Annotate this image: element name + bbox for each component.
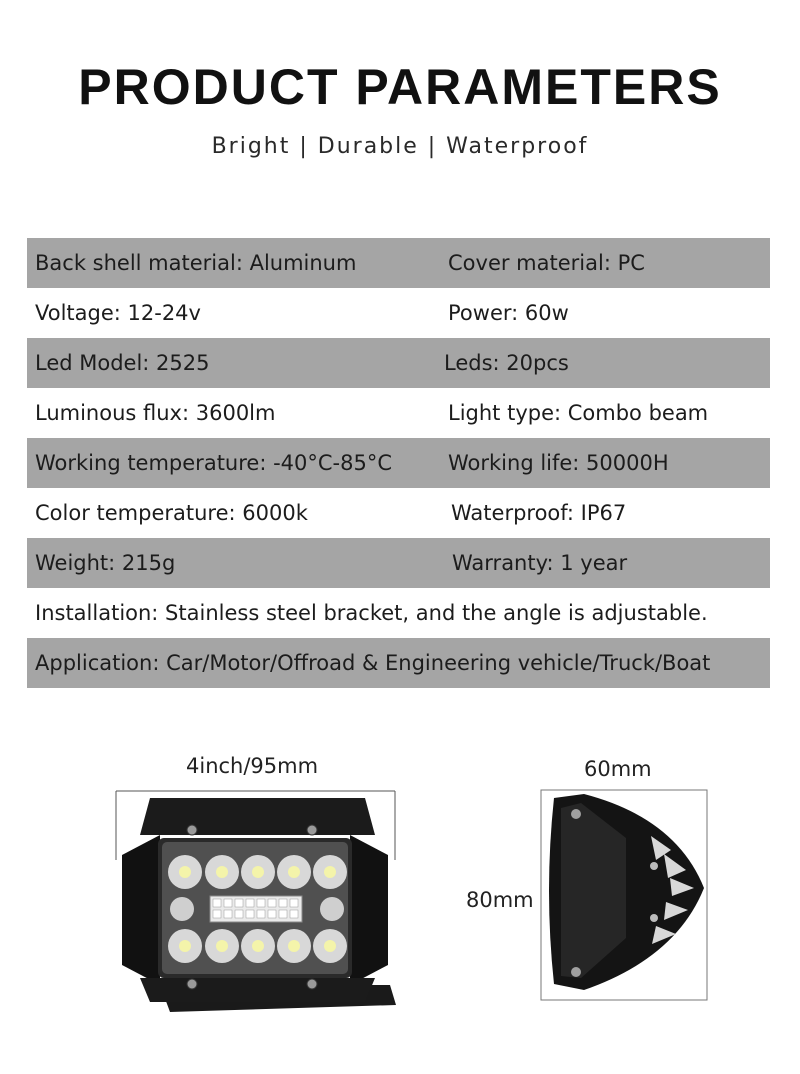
spec-row xyxy=(27,538,770,588)
spec-table xyxy=(27,238,770,688)
spec-left: Working temperature: -40°C-85°C xyxy=(35,451,392,475)
spec-right: Power: 60w xyxy=(448,301,569,325)
front-view-diagram xyxy=(100,780,410,1020)
spec-right: Light type: Combo beam xyxy=(448,401,709,425)
spec-left: Voltage: 12-24v xyxy=(35,301,201,325)
spec-left: Weight: 215g xyxy=(35,551,176,575)
page-title: PRODUCT PARAMETERS xyxy=(78,59,722,115)
spec-row xyxy=(27,488,770,538)
spec-left: Led Model: 2525 xyxy=(35,351,210,375)
spec-row xyxy=(27,388,770,438)
page-subtitle: Bright | Durable | Waterproof xyxy=(211,134,589,159)
spec-row xyxy=(27,288,770,338)
spec-row xyxy=(27,338,770,388)
application-text: Application: Car/Motor/Offroad & Engineering vehicle/Truck/Boat xyxy=(35,651,711,675)
spec-row xyxy=(27,438,770,488)
spec-left: Luminous flux: 3600lm xyxy=(35,401,276,425)
spec-right: Working life: 50000H xyxy=(448,451,669,475)
installation-text: Installation: Stainless steel bracket, and the angle is adjustable. xyxy=(35,601,708,625)
spec-left: Color temperature: 6000k xyxy=(35,501,308,525)
spec-row xyxy=(27,238,770,288)
spec-right: Cover material: PC xyxy=(448,251,645,275)
led-row-bottom xyxy=(168,929,347,963)
spec-right: Warranty: 1 year xyxy=(452,551,628,575)
spec-row-application xyxy=(27,638,770,688)
led-row-top xyxy=(168,855,347,889)
side-width-label: 60mm xyxy=(584,757,652,781)
spec-row-installation xyxy=(27,588,770,638)
side-height-label: 80mm xyxy=(466,888,534,912)
spec-right: Leds: 20pcs xyxy=(444,351,569,375)
spec-right: Waterproof: IP67 xyxy=(451,501,627,525)
front-width-label: 4inch/95mm xyxy=(186,754,319,778)
side-view-diagram xyxy=(536,778,716,1006)
spec-left: Back shell material: Aluminum xyxy=(35,251,357,275)
